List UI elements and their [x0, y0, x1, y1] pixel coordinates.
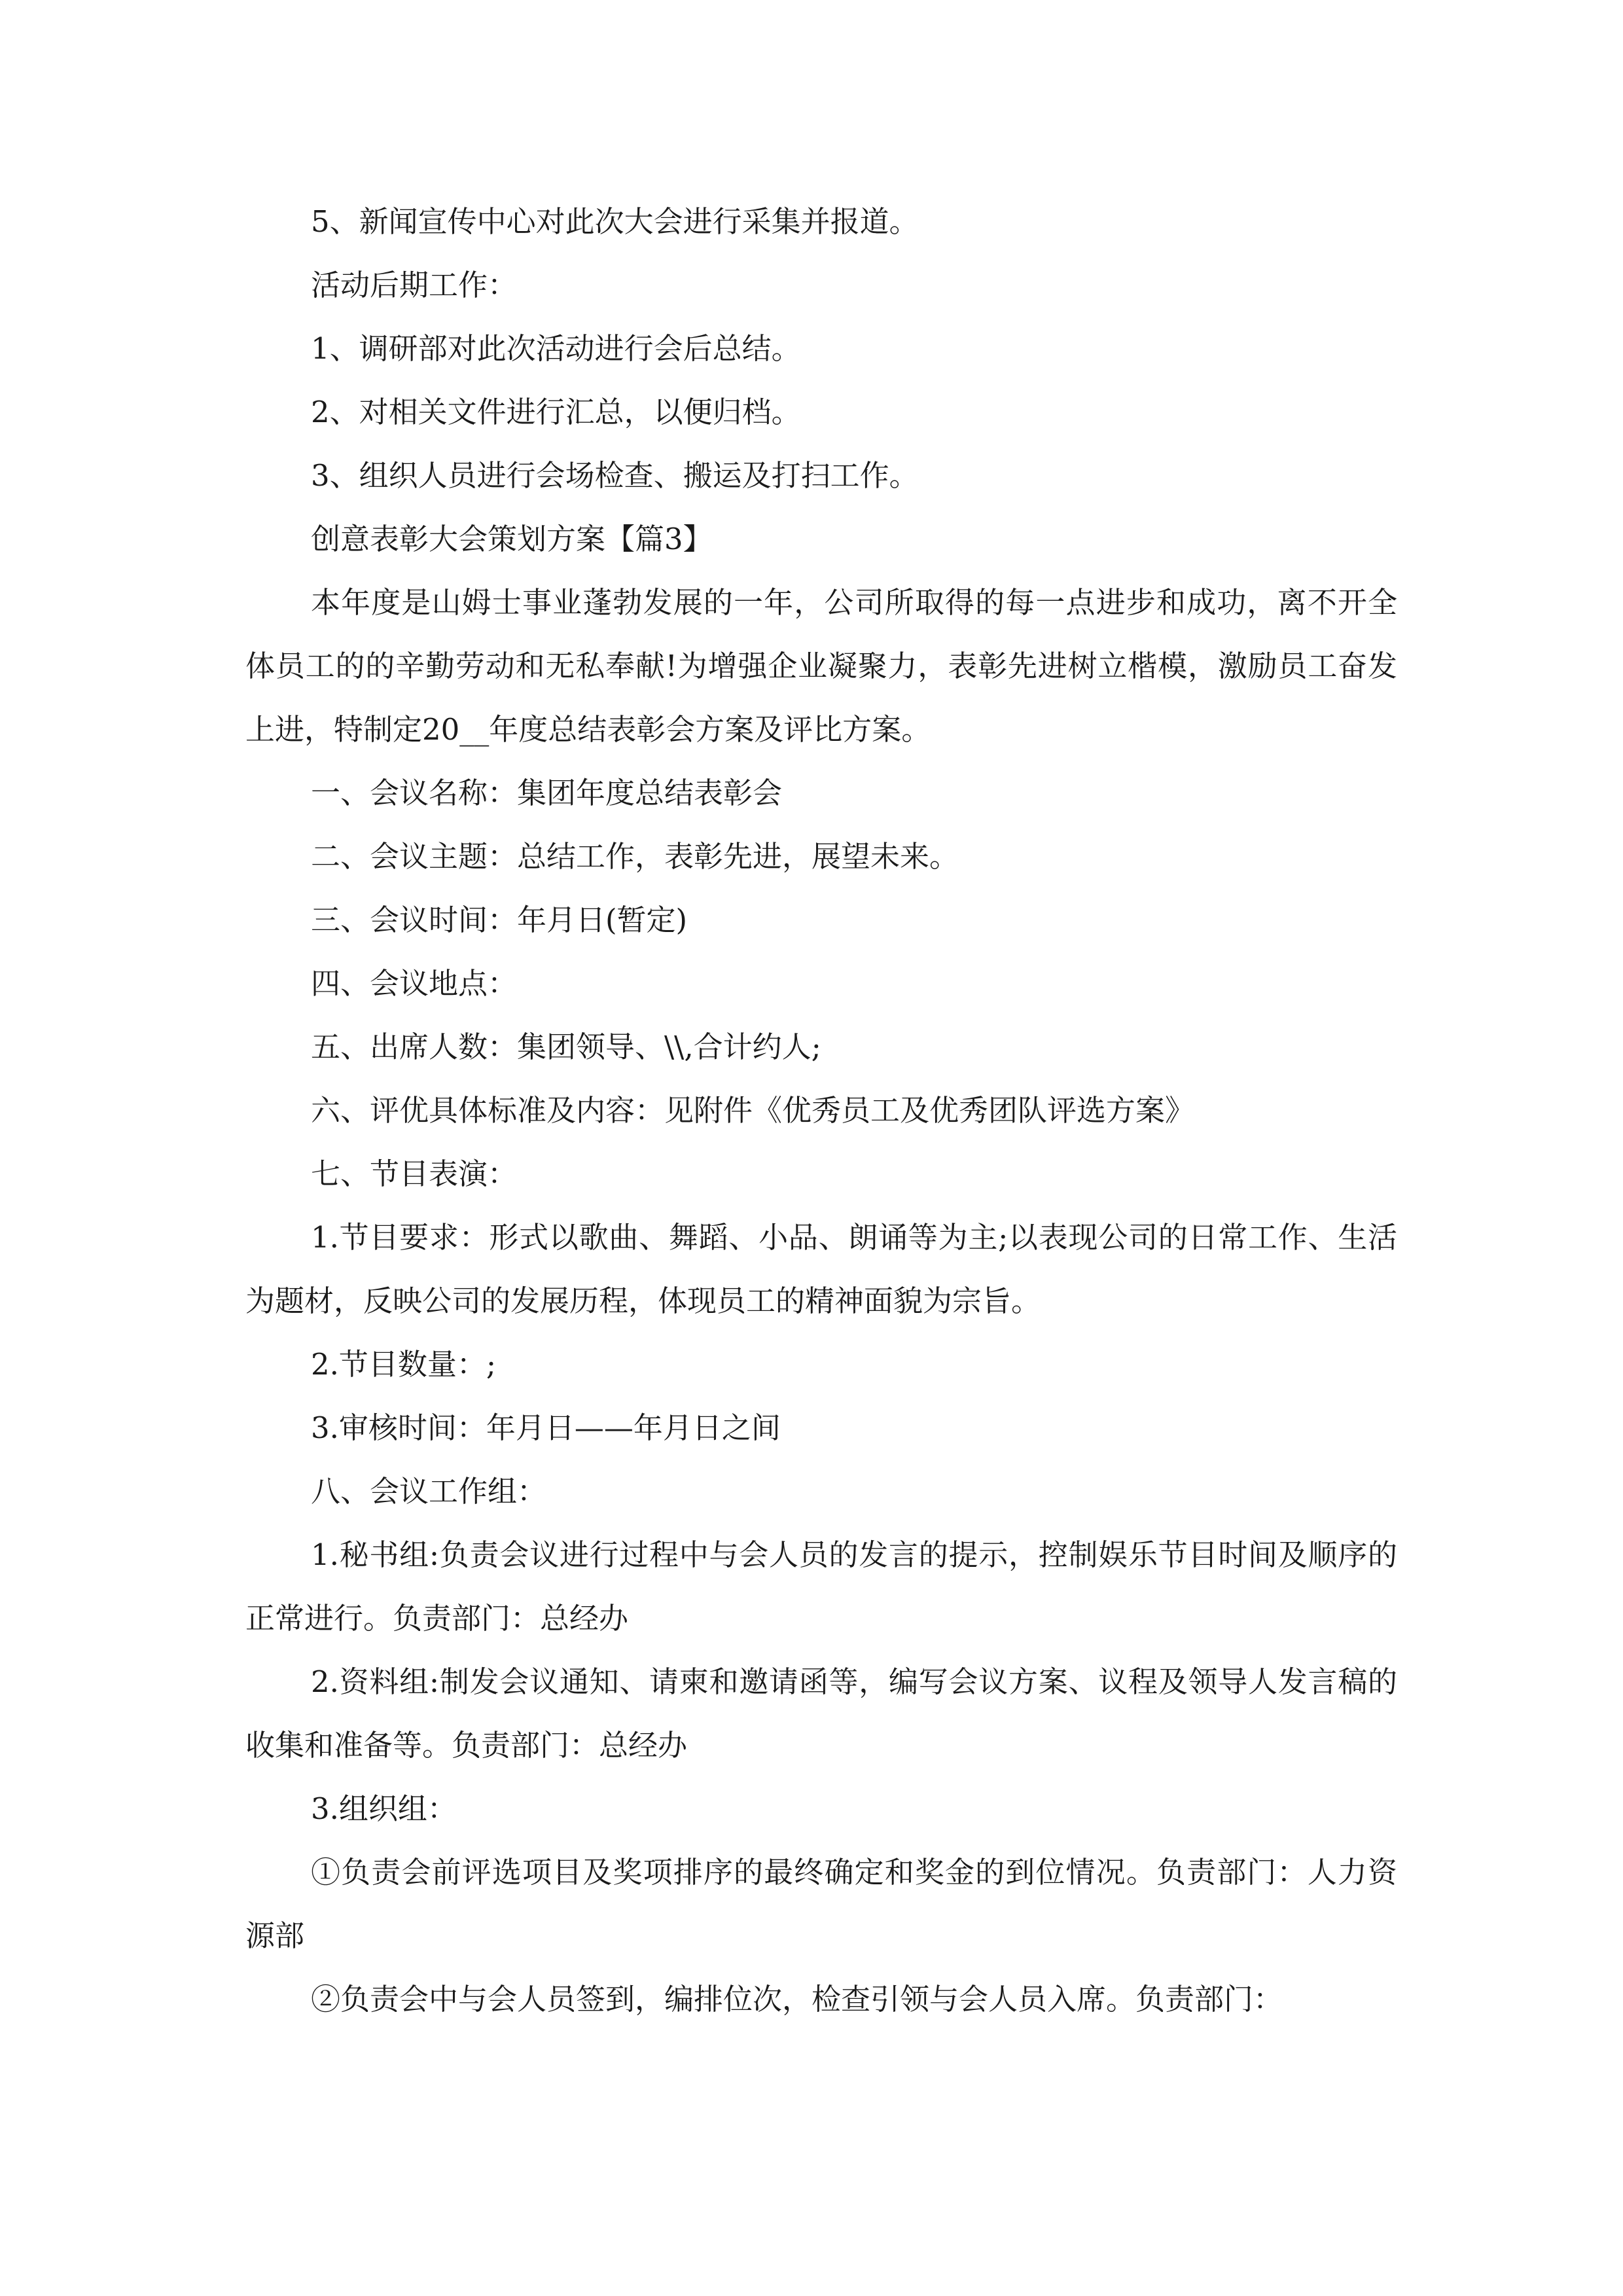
paragraph-evaluation-criteria: 六、评优具体标准及内容：见附件《优秀员工及优秀团队评选方案》: [311, 1093, 1195, 1128]
paragraph-workgroups-heading: 八、会议工作组：: [311, 1474, 547, 1509]
paragraph-meeting-time: 三、会议时间：年月日(暂定): [311, 903, 688, 937]
paragraph-attendees: 五、出席人数：集团领导、\\,合计约人;: [311, 1030, 821, 1064]
paragraph-organization-item-1: ①负责会前评选项目及奖项排序的最终确定和奖金的到位情况。负责部门：人力资源部: [245, 1855, 1397, 1953]
section-title-part-3: 创意表彰大会策划方案【篇3】: [311, 522, 713, 556]
paragraph-review-time: 3.审核时间：年月日——年月日之间: [311, 1410, 781, 1445]
paragraph-materials-group: 2.资料组:制发会议通知、请柬和邀请函等，编写会议方案、议程及领导人发言稿的收集和准备等。负责部门：总经办: [245, 1664, 1397, 1763]
paragraph-organization-group: 3.组织组：: [311, 1791, 457, 1826]
paragraph-secretary-group: 1.秘书组:负责会议进行过程中与会人员的发言的提示，控制娱乐节目时间及顺序的正常进行。负责部门：总经办: [245, 1537, 1397, 1636]
paragraph-post-item-2: 2、对相关文件进行汇总，以便归档。: [311, 395, 801, 429]
paragraph-performance-count: 2.节目数量：;: [311, 1347, 497, 1382]
paragraph-intro: 本年度是山姆士事业蓬勃发展的一年，公司所取得的每一点进步和成功，离不开全体员工的的辛勤劳动和无私奉献!为增强企业凝聚力，表彰先进树立楷模，激励员工奋发上进，特制定20__年度总结表彰会方案及评比方案。: [245, 585, 1397, 747]
document-body: [245, 190, 1397, 2031]
paragraph-meeting-location: 四、会议地点：: [311, 966, 518, 1001]
paragraph-post-activity-heading: 活动后期工作：: [311, 268, 518, 302]
paragraph-performances-heading: 七、节目表演：: [311, 1157, 518, 1191]
paragraph-performance-requirements: 1.节目要求：形式以歌曲、舞蹈、小品、朗诵等为主;以表现公司的日常工作、生活为题材，反映公司的发展历程，体现员工的精神面貌为宗旨。: [245, 1220, 1397, 1318]
paragraph-post-item-3: 3、组织人员进行会场检查、搬运及打扫工作。: [311, 458, 919, 493]
paragraph-organization-item-2: ②负责会中与会人员签到，编排位次，检查引领与会人员入席。负责部门：: [311, 1982, 1283, 2017]
paragraph-meeting-theme: 二、会议主题：总结工作，表彰先进，展望未来。: [311, 839, 959, 874]
paragraph-post-item-1: 1、调研部对此次活动进行会后总结。: [311, 331, 801, 366]
paragraph-news-report: 5、新闻宣传中心对此次大会进行采集并报道。: [311, 204, 919, 239]
paragraph-meeting-name: 一、会议名称：集团年度总结表彰会: [311, 776, 783, 810]
